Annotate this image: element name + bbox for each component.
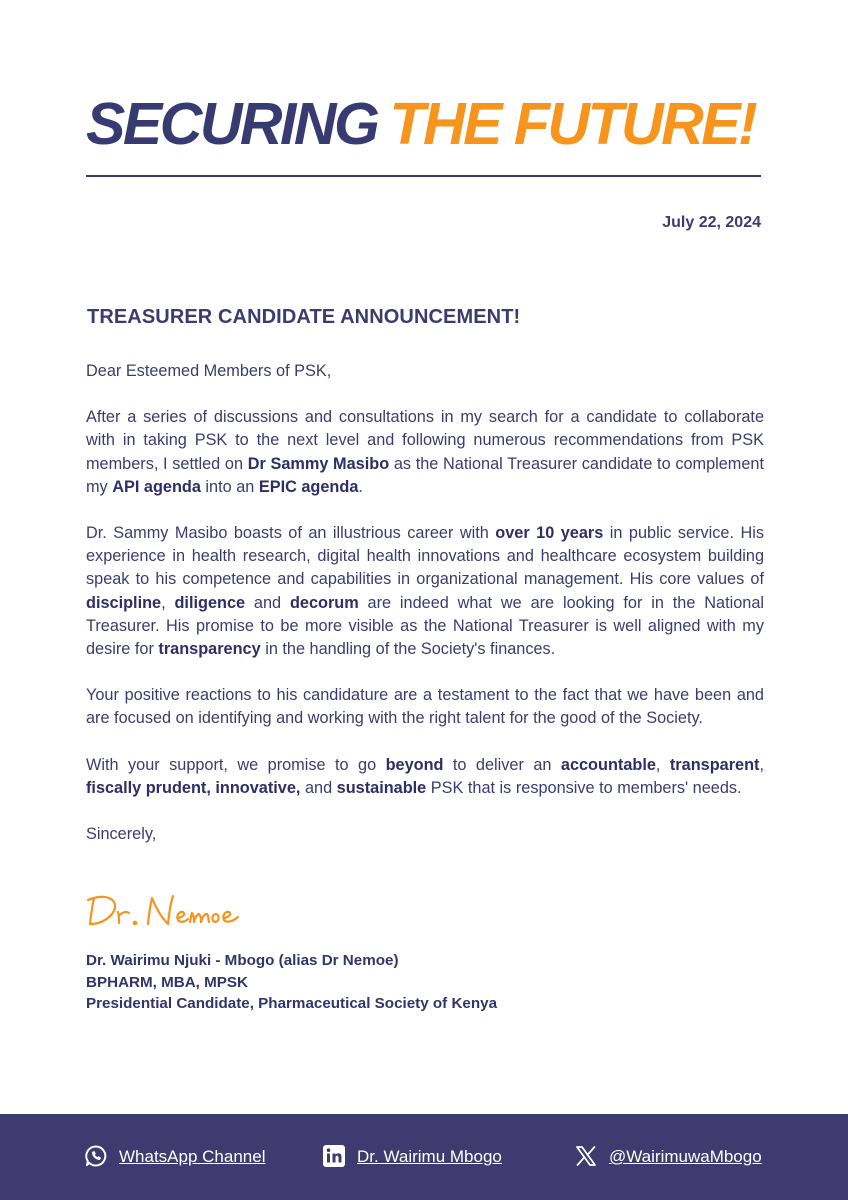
p1-bold-epic-agenda: EPIC agenda xyxy=(258,477,359,496)
linkedin-profile-link[interactable] xyxy=(322,1144,502,1170)
p1-text-4: . xyxy=(358,477,363,496)
p2-bold-years: over 10 years xyxy=(495,524,604,543)
paragraph-1 xyxy=(86,406,764,499)
whatsapp-channel-link[interactable] xyxy=(84,1144,265,1170)
p4-text-6: PSK that is responsive to members' needs. xyxy=(426,778,742,797)
p4-bold-fiscally-prudent: fiscally prudent, innovative, xyxy=(86,778,301,797)
p1-bold-api-agenda: API agenda xyxy=(112,477,201,496)
p4-bold-accountable: accountable xyxy=(560,755,656,774)
p2-text-1: Dr. Sammy Masibo boasts of an illustrious career with xyxy=(86,524,496,543)
header-divider xyxy=(86,175,761,177)
letter-body xyxy=(86,360,764,869)
handwritten-signature xyxy=(86,888,246,937)
p2-text-3: , xyxy=(161,593,175,612)
p1-text-2: as the National Treasurer candidate to complement my xyxy=(86,454,764,496)
p2-bold-diligence: diligence xyxy=(174,593,246,612)
headline-the-future: THE FUTURE! xyxy=(389,91,756,157)
x-logo-icon xyxy=(574,1144,600,1170)
signoff-position: Presidential Candidate, Pharmaceutical Society of Kenya xyxy=(86,995,498,1012)
p4-text-1: With your support, we promise to go xyxy=(86,755,386,774)
p4-text-2: to deliver an xyxy=(443,755,561,774)
p2-bold-discipline: discipline xyxy=(86,593,162,612)
p1-text-1: After a series of discussions and consultations in my search for a candidate to collaborate with in taking PSK to the next level and following numerous recommendations from PSK members, I settled on xyxy=(86,408,764,473)
footer-bar xyxy=(0,1114,848,1200)
x-profile-label: @WairimuwaMbogo xyxy=(609,1147,762,1166)
paragraph-4 xyxy=(86,754,764,800)
p2-text-5: are indeed what we are looking for in the National Treasurer. His promise to be more visible as the National Treasurer is well aligned with my desire for xyxy=(86,593,764,659)
whatsapp-channel-label: WhatsApp Channel xyxy=(119,1147,266,1166)
p2-text-6: in the handling of the Society's finances. xyxy=(260,640,556,659)
linkedin-profile-label: Dr. Wairimu Mbogo xyxy=(357,1147,502,1166)
p4-text-5: and xyxy=(300,778,337,797)
linkedin-icon xyxy=(322,1144,348,1170)
signoff-block xyxy=(86,950,497,1015)
p2-text-4: and xyxy=(245,593,290,612)
p4-bold-transparent: transparent xyxy=(669,755,760,774)
paragraph-2 xyxy=(86,522,764,661)
p1-text-3: into an xyxy=(200,477,259,496)
signoff-credentials: BPHARM, MBA, MPSK xyxy=(86,973,248,991)
x-profile-link[interactable] xyxy=(574,1144,762,1170)
salutation: Dear Esteemed Members of PSK, xyxy=(86,362,332,380)
whatsapp-icon xyxy=(84,1144,110,1170)
headline-securing: SECURING xyxy=(86,91,378,157)
p2-bold-transparency: transparency xyxy=(158,640,261,659)
paragraph-3: Your positive reactions to his candidature are a testament to the fact that we have been and are focused on identifying and working with the right talent for the good of the Society. xyxy=(86,686,764,728)
letter-title: TREASURER CANDIDATE ANNOUNCEMENT! xyxy=(87,306,521,328)
p4-bold-beyond: beyond xyxy=(385,755,444,774)
p4-text-4: , xyxy=(759,755,764,774)
letter-date: July 22, 2024 xyxy=(662,214,761,231)
closing: Sincerely, xyxy=(86,825,157,844)
page-headline xyxy=(86,88,776,160)
p4-bold-sustainable: sustainable xyxy=(336,778,427,797)
p2-bold-decorum: decorum xyxy=(289,593,359,612)
signoff-name: Dr. Wairimu Njuki - Mbogo (alias Dr Nemoe) xyxy=(86,952,399,969)
p2-text-2: in public service. His experience in health research, digital health innovations and healthcare ecosystem building speak to his competence and capabilities in organizational management. His core values of xyxy=(86,524,764,589)
p4-text-3: , xyxy=(655,755,670,774)
p1-bold-candidate: Dr Sammy Masibo xyxy=(247,454,390,473)
